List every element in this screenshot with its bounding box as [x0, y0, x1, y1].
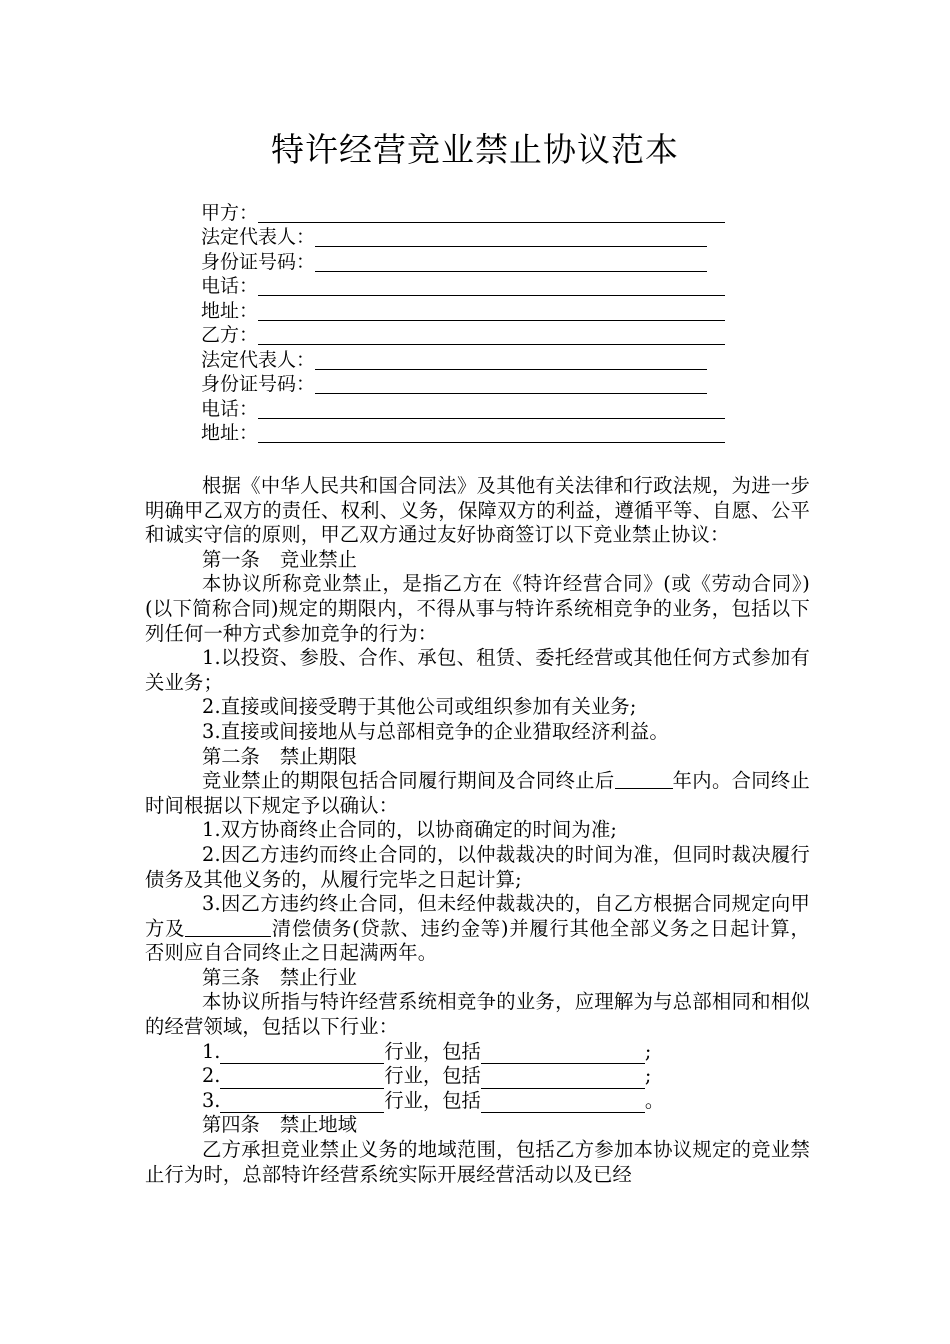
text-segment: 3.因乙方违约终止合同，但未经仲裁裁决的，自乙方根据合同规定向甲方及 [145, 892, 810, 940]
item-text: 行业，包括 [384, 1039, 481, 1063]
field-label: 甲方： [201, 201, 259, 224]
party-info-block [201, 200, 741, 445]
fill-in-blank [315, 228, 707, 247]
item-text: 行业，包括 [384, 1064, 481, 1088]
item-number: 3. [202, 1088, 221, 1112]
field-label: 地址： [201, 299, 259, 322]
party-b-address-line [201, 421, 741, 446]
item-number: 2. [202, 1064, 221, 1088]
article-2-item-1: 1.双方协商终止合同的，以协商确定的时间为准; [202, 818, 618, 842]
field-label: 身份证号码： [201, 250, 316, 273]
article-2-heading [145, 745, 810, 770]
fill-in-blank [258, 424, 725, 443]
fill-in-blank [258, 302, 725, 321]
fill-in-blank [220, 1094, 384, 1113]
article-4-heading [145, 1113, 810, 1138]
item-text: 行业，包括 [384, 1088, 481, 1112]
fill-in-blank [315, 351, 707, 370]
article-1-item-1: 1.以投资、参股、合作、承包、租赁、委托经营或其他任何方式参加有关业务； [145, 646, 810, 694]
party-b-legal-rep-line [201, 347, 741, 372]
text-segment: 竞业禁止的期限包括合同履行期间及合同终止后 [202, 769, 615, 793]
fill-in-blank [258, 204, 725, 223]
fill-in-blank [315, 375, 707, 394]
item-number: 1. [202, 1039, 221, 1063]
fill-in-blank [481, 1045, 645, 1064]
field-label: 法定代表人： [201, 226, 316, 248]
fill-in-blank [220, 1045, 384, 1064]
field-label: 地址： [201, 422, 259, 444]
party-a-phone-line [201, 274, 741, 299]
party-a-address-line [201, 298, 741, 323]
article-3-heading [145, 966, 810, 991]
party-a-legal-rep-line [201, 225, 741, 250]
article-3-item-3 [145, 1089, 810, 1114]
agreement-body [145, 474, 810, 1187]
intro-paragraph: 根据《中华人民共和国合同法》及其他有关法律和行政法规，为进一步明确甲乙双方的责任、权利、义务，保障双方的利益，遵循平等、自愿、公平和诚实守信的原则，甲乙双方通过友好协商签订以下竞业禁止协议： [145, 474, 810, 547]
fill-in-blank [258, 326, 725, 345]
article-name: 禁止行业 [279, 965, 357, 989]
article-name: 禁止期限 [279, 744, 357, 768]
article-name: 竞业禁止 [279, 547, 357, 571]
fill-in-blank [315, 253, 707, 272]
article-4-paragraph: 乙方承担竞业禁止义务的地域范围，包括乙方参加本协议规定的竞业禁止行为时，总部特许经营系统实际开展经营活动以及已经 [145, 1138, 810, 1186]
article-number: 第三条 [202, 965, 260, 989]
article-1-heading [145, 548, 810, 573]
party-a-name-line [201, 200, 741, 225]
field-label: 电话： [201, 397, 259, 420]
field-label: 法定代表人： [201, 348, 316, 371]
article-2-item-3 [145, 892, 810, 966]
party-b-id-number-line [201, 372, 741, 397]
party-b-phone-line [201, 396, 741, 421]
article-3-item-1 [145, 1040, 810, 1065]
document-title: 特许经营竞业禁止协议范本 [271, 130, 679, 169]
fill-in-blank [258, 400, 725, 419]
article-2-paragraph [145, 769, 810, 818]
article-name: 禁止地域 [279, 1113, 357, 1137]
fill-in-blank [220, 1070, 384, 1089]
fill-in-blank [615, 770, 673, 789]
article-number: 第二条 [202, 744, 260, 768]
text-segment: 年内。合同终止时间根据以下规定予以确认： [145, 769, 810, 817]
article-2-item-2: 2.因乙方违约而终止合同的，以仲裁裁决的时间为准，但同时裁决履行债务及其他义务的，从履行完毕之日起计算; [145, 842, 810, 891]
article-1-item-2: 2.直接或间接受聘于其他公司或组织参加有关业务; [202, 695, 637, 719]
fill-in-blank [481, 1070, 645, 1089]
item-end: ; [644, 1039, 652, 1063]
item-end: 。 [644, 1088, 665, 1112]
article-3-paragraph: 本协议所指与特许经营系统相竞争的业务，应理解为与总部相同和相似的经营领域，包括以下行业： [145, 990, 810, 1039]
article-1-paragraph: 本协议所称竞业禁止，是指乙方在《特许经营合同》(或《劳动合同》)(以下简称合同)规定的期限内，不得从事与特许系统相竞争的业务，包括以下列任何一种方式参加竞争的行为： [145, 572, 810, 645]
fill-in-blank [185, 918, 271, 937]
article-1-item-3: 3.直接或间接地从与总部相竞争的企业猎取经济利益。 [202, 719, 669, 743]
item-end: ; [644, 1064, 652, 1088]
fill-in-blank [481, 1094, 645, 1113]
fill-in-blank [258, 277, 725, 296]
article-number: 第四条 [202, 1113, 260, 1137]
party-b-name-line [201, 323, 741, 348]
field-label: 身份证号码： [201, 373, 316, 395]
article-3-item-2 [145, 1064, 810, 1089]
text-segment: 清偿债务(贷款、违约金等)并履行其他全部义务之日起计算，否则应自合同终止之日起满两年。 [145, 916, 810, 965]
field-label: 乙方： [201, 324, 259, 346]
article-number: 第一条 [202, 547, 260, 571]
field-label: 电话： [201, 275, 259, 297]
party-a-id-number-line [201, 249, 741, 274]
